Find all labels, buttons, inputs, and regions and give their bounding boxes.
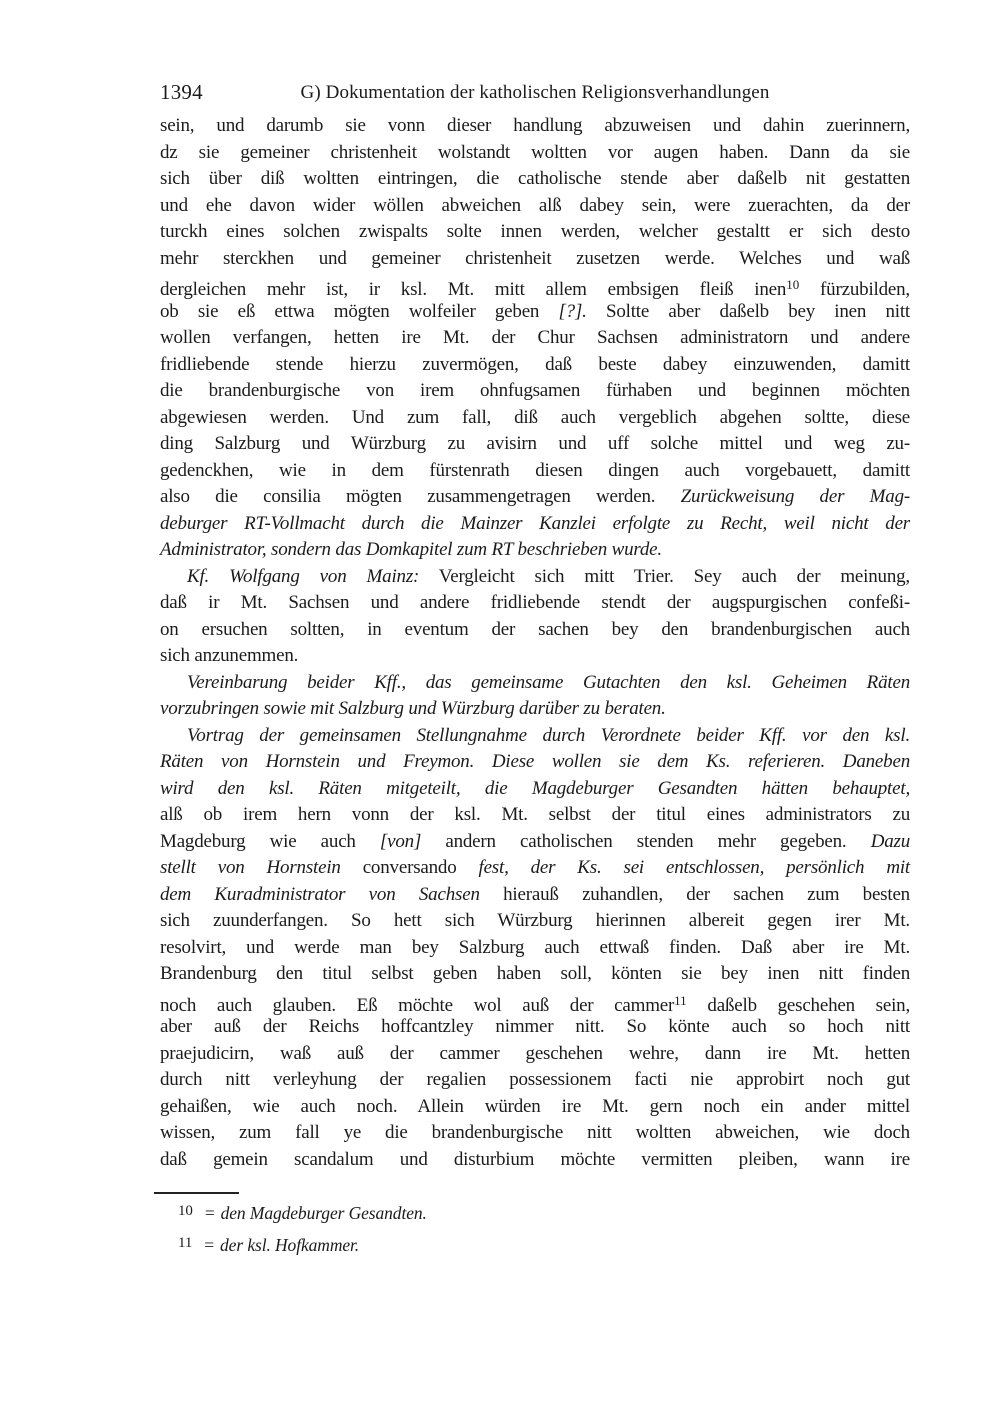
text-segment: Brandenburg den titul selbst geben haben soll, könten sie bey inen nitt finden (160, 963, 910, 984)
text-segment: Vergleicht sich mitt Trier. Sey auch der meinung, (419, 565, 910, 587)
text-line (160, 1067, 910, 1094)
footnote-item (160, 1231, 910, 1258)
text-line (160, 1014, 910, 1041)
text-segment: vorzubringen sowie mit Salzburg und Würzburg darüber zu beraten. (160, 698, 666, 719)
text-line (160, 882, 910, 909)
text-segment: daß ir Mt. Sachsen und andere fridliebende stendt der augspurgischen confeßi- (160, 592, 910, 613)
text-segment: [?]. (558, 300, 587, 322)
text-segment: sein, und darumb sie vonn dieser handlung abzuweisen und dahin zuerinnern, (160, 115, 910, 136)
footnote-equals: = (204, 1203, 215, 1223)
text-segment: Kf. Wolfgang von Mainz: (187, 565, 420, 587)
text-segment: wollen verfangen, hetten ire Mt. der Chur Sachsen administratorn und andere (160, 327, 910, 348)
text-line (160, 193, 910, 220)
text-line (160, 802, 910, 829)
text-segment: wird den ksl. Räten mitgeteilt, die Magdeburger Gesandten hätten behauptet, (160, 777, 910, 799)
text-line (160, 696, 910, 723)
text-segment: fürzubilden, (799, 279, 910, 300)
text-line (160, 1094, 910, 1121)
text-segment: dz sie gemeiner christenheit wolstandt woltten vor augen haben. Dann da sie (160, 141, 910, 163)
text-line (160, 670, 910, 697)
text-line (160, 352, 910, 379)
text-line (160, 378, 910, 405)
text-segment: conversando (362, 857, 479, 878)
text-segment: deburger RT-Vollmacht durch die Mainzer Kanzlei erfolgte zu Recht, weil nicht der (160, 512, 910, 534)
footnote-text: der ksl. Hofkammer. (220, 1235, 360, 1255)
text-line (160, 829, 910, 856)
text-line (160, 564, 910, 591)
text-segment: Dazu (870, 830, 911, 852)
text-line (160, 484, 910, 511)
text-segment: noch auch glauben. Eß möchte wol auß der cammer (160, 994, 675, 1016)
text-segment: die brandenburgische von irem ohnfugsamen fürhaben und beginnen möchten (160, 380, 910, 401)
text-segment: [von] (379, 830, 422, 852)
footnote-list (160, 1199, 910, 1258)
text-segment: ob sie eß ettwa mögten wolfeiler geben (160, 300, 559, 322)
text-segment: aber auß der Reichs hoffcantzley nimmer nitt. So könte auch so hoch nitt (160, 1016, 910, 1037)
running-head: G) Dokumentation der katholischen Religionsverhandlungen (300, 82, 770, 103)
text-line (160, 246, 910, 273)
text-segment: on ersuchen soltten, in eventum der sachen bey den brandenburgischen auch (160, 618, 910, 640)
text-line (160, 961, 910, 988)
footnote-text: den Magdeburger Gesandten. (220, 1203, 427, 1223)
text-line (160, 537, 910, 564)
text-segment: fest, der Ks. sei entschlossen, persönlich mit (478, 857, 910, 878)
text-segment: stellt von Hornstein (160, 857, 363, 878)
footnote-item (160, 1199, 910, 1226)
page-number: 1394 (160, 80, 203, 104)
text-line (160, 643, 910, 670)
text-line (160, 325, 910, 352)
text-line (160, 776, 910, 803)
text-segment: Magdeburg wie auch (160, 830, 380, 852)
text-segment: hierauß zuhandlen, der sachen zum besten (503, 883, 910, 905)
footnote-number: 11 (178, 1235, 193, 1251)
text-line (160, 1147, 910, 1174)
text-segment: daßelb geschehen sein, (686, 994, 911, 1016)
text-segment: sich über diß woltten eintringen, die catholische stende aber daßelb nit gestatten (160, 168, 910, 189)
text-line (160, 617, 910, 644)
text-line (160, 855, 910, 882)
text-line (160, 140, 910, 167)
text-segment: andern catholischen stenden mehr gegeben. (421, 830, 871, 852)
footnote-equals: = (204, 1235, 215, 1255)
footnote-reference: 10 (786, 277, 800, 292)
text-line (160, 113, 910, 140)
text-segment: dergleichen mehr ist, ir ksl. Mt. mitt allem embsigen fleiß inen (160, 279, 787, 300)
text-segment: mehr sterckhen und gemeiner christenheit zusetzen werde. Welches und waß (160, 247, 910, 269)
body-text (160, 113, 910, 1173)
text-segment: ding Salzburg und Würzburg zu avisirn und uff solche mittel und weg zu- (160, 433, 910, 454)
text-segment: und ehe davon wider wöllen abweichen alß dabey sein, were zuerachten, da der (160, 194, 910, 216)
text-line (160, 219, 910, 246)
footnote-separator-rule (154, 1192, 239, 1194)
text-segment: praejudicirn, waß auß der cammer geschehen wehre, dann ire Mt. hetten (160, 1042, 910, 1064)
text-line (160, 431, 910, 458)
text-segment: turckh eines solchen zwispalts solte innen werden, welcher gestaltt er sich desto (160, 221, 910, 242)
text-segment: alß ob irem hern vonn der ksl. Mt. selbst der titul eines administrators zu (160, 804, 910, 825)
text-line (160, 749, 910, 776)
text-segment: daß gemein scandalum und disturbium möchte vermitten pleiben, wann ire (160, 1148, 910, 1170)
footnote-reference: 11 (674, 992, 687, 1008)
text-segment: resolvirt, und werde man bey Salzburg auch ettwaß finden. Daß aber ire Mt. (160, 936, 910, 958)
text-segment: sich anzunemmen. (160, 645, 299, 666)
text-line (160, 405, 910, 432)
text-segment: wissen, zum fall ye die brandenburgische nitt woltten abweichen, wie doch (160, 1122, 910, 1143)
text-line (160, 166, 910, 193)
text-segment: dem Kuradministrator von Sachsen (160, 883, 504, 905)
text-line (160, 299, 910, 326)
text-line (160, 272, 910, 299)
text-line (160, 590, 910, 617)
text-segment: Soltte aber daßelb bey inen nitt (586, 300, 910, 322)
text-segment: also die consilia mögten zusammengetragen werden. (160, 486, 681, 507)
text-line (160, 1120, 910, 1147)
text-segment: Vortrag der gemeinsamen Stellungnahme durch Verordnete beider Kff. vor den ksl. (187, 724, 910, 746)
text-segment: Vereinbarung beider Kff., das gemeinsame Gutachten den ksl. Geheimen Räten (187, 671, 910, 693)
text-segment: durch nitt verleyhung der regalien possessionem facti nie approbirt noch gut (160, 1069, 910, 1090)
text-segment: gedenckhen, wie in dem fürstenrath diesen dingen auch vorgebauett, damitt (160, 459, 910, 481)
text-line (160, 511, 910, 538)
footnote-number: 10 (178, 1203, 193, 1219)
text-line (160, 908, 910, 935)
text-segment: Administrator, sondern das Domkapitel zum RT beschrieben wurde. (160, 539, 662, 560)
text-segment: Zurückweisung der Mag- (680, 486, 911, 507)
text-line (160, 1041, 910, 1068)
text-segment: Räten von Hornstein und Freymon. Diese wollen sie dem Ks. referieren. Daneben (160, 751, 910, 772)
text-line (160, 458, 910, 485)
page-header (160, 80, 910, 106)
text-segment: abgewiesen werden. Und zum fall, diß auch vergeblich abgehen soltte, diese (160, 406, 910, 428)
text-segment: fridliebende stende hierzu zuvermögen, daß beste dabey einzuwenden, damitt (160, 353, 910, 375)
text-line (160, 723, 910, 750)
text-segment: gehaißen, wie auch noch. Allein würden ire Mt. gern noch ein ander mittel (160, 1095, 910, 1117)
text-line (160, 988, 910, 1015)
text-segment: sich zuunderfangen. So hett sich Würzburg hierinnen albereit gegen irer Mt. (160, 910, 910, 931)
footnotes-section (160, 1192, 910, 1258)
text-line (160, 935, 910, 962)
